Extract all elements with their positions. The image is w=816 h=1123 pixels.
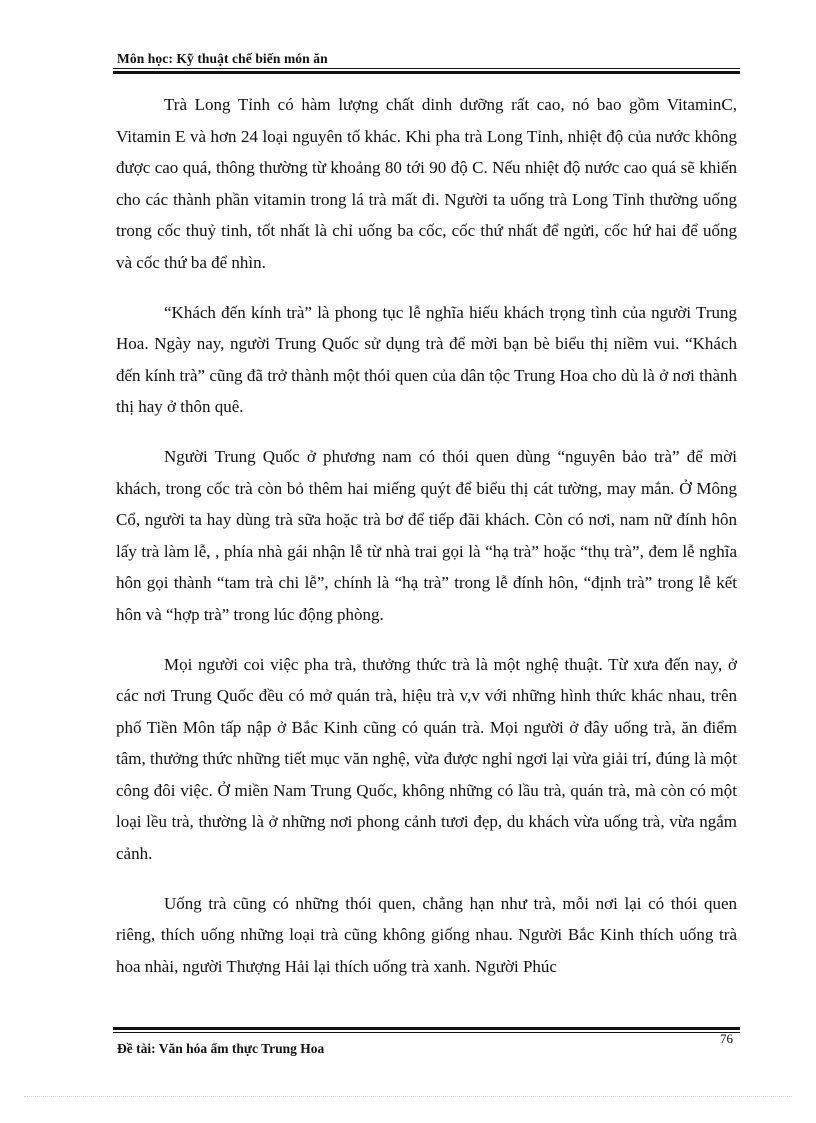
paragraph: Uống trà cũng có những thói quen, chẳng hạn như trà, mỗi nơi lại có thói quen riêng, thích uống những loại trà cũng không giống nhau. Người Bắc Kinh thích uống trà hoa nhài, người Thượng Hải lại thích uống trà xanh. Người Phúc: [116, 893, 737, 976]
running-header: Môn học: Kỹ thuật chế biến món ăn: [117, 51, 328, 66]
paragraph: Trà Long Tỉnh có hàm lượng chất dinh dưỡng rất cao, nó bao gồm VitaminC, Vitamin E và hơn 24 loại nguyên tố khác. Khi pha trà Long Tỉnh, nhiệt độ của nước không được cao quá, thông thường từ khoảng 80 tới 90 độ C. Nếu nhiệt độ nước cao quá sẽ khiến cho các thành phần vitamin trong lá trà mất đi. Người ta uống trà Long Tỉnh thường uống trong cốc thuỷ tinh, tốt nhất là chỉ uống ba cốc, cốc thứ nhất để ngửi, cốc hứ hai để uống và cốc thứ ba để nhìn.: [116, 95, 737, 272]
paragraph: Mọi người coi việc pha trà, thưởng thức trà là một nghệ thuật. Từ xưa đến nay, ở các nơi Trung Quốc đều có mở quán trà, hiệu trà v,v với những hình thức khác nhau, trên phố Tiền Môn tấp nập ở Bắc Kinh cũng có quán trà. Mọi người ở đây uống trà, ăn điểm tâm, thưởng thức những tiết mục văn nghệ, vừa được nghỉ ngơi lại vừa giải trí, đúng là một công đôi việc. Ở miền Nam Trung Quốc, không những có lầu trà, quán trà, mà còn có một loại lều trà, thường là ở những nơi phong cảnh tươi đẹp, du khách vừa uống trà, vừa ngắm cảnh.: [116, 654, 737, 864]
page-bottom-divider: [24, 1096, 792, 1097]
footer-rule-thin: [113, 1032, 740, 1033]
header-rule-thick: [113, 71, 740, 74]
paragraph: “Khách đến kính trà” là phong tục lễ nghĩa hiếu khách trọng tình của người Trung Hoa. Ngày nay, người Trung Quốc sử dụng trà để mời bạn bè biểu thị niềm vui. “Khách đến kính trà” cũng đã trở thành một thói quen của dân tộc Trung Hoa cho dù là ở nơi thành thị hay ở thôn quê.: [116, 302, 737, 417]
running-footer: Đề tài: Văn hóa ẩm thực Trung Hoa: [117, 1041, 325, 1056]
header-rule-thin: [113, 68, 740, 69]
body-text: [116, 89, 737, 982]
footer-rule-thick: [113, 1027, 740, 1030]
paragraph: Người Trung Quốc ở phương nam có thói quen dùng “nguyên bảo trà” để mời khách, trong cốc trà còn bỏ thêm hai miếng quýt để biểu thị cát tường, may mắn. Ở Mông Cổ, người ta hay dùng trà sữa hoặc trà bơ để tiếp đãi khách. Còn có nơi, nam nữ đính hôn lấy trà làm lễ, , phía nhà gái nhận lễ từ nhà trai gọi là “hạ trà” hoặc “thụ trà”, đem lễ nghĩa hôn gọi thành “tam trà chi lễ”, chính là “hạ trà” trong lễ đính hôn, “định trà” trong lễ kết hôn và “hợp trà” trong lúc động phòng.: [116, 446, 737, 624]
page-number: 76: [720, 1031, 733, 1046]
